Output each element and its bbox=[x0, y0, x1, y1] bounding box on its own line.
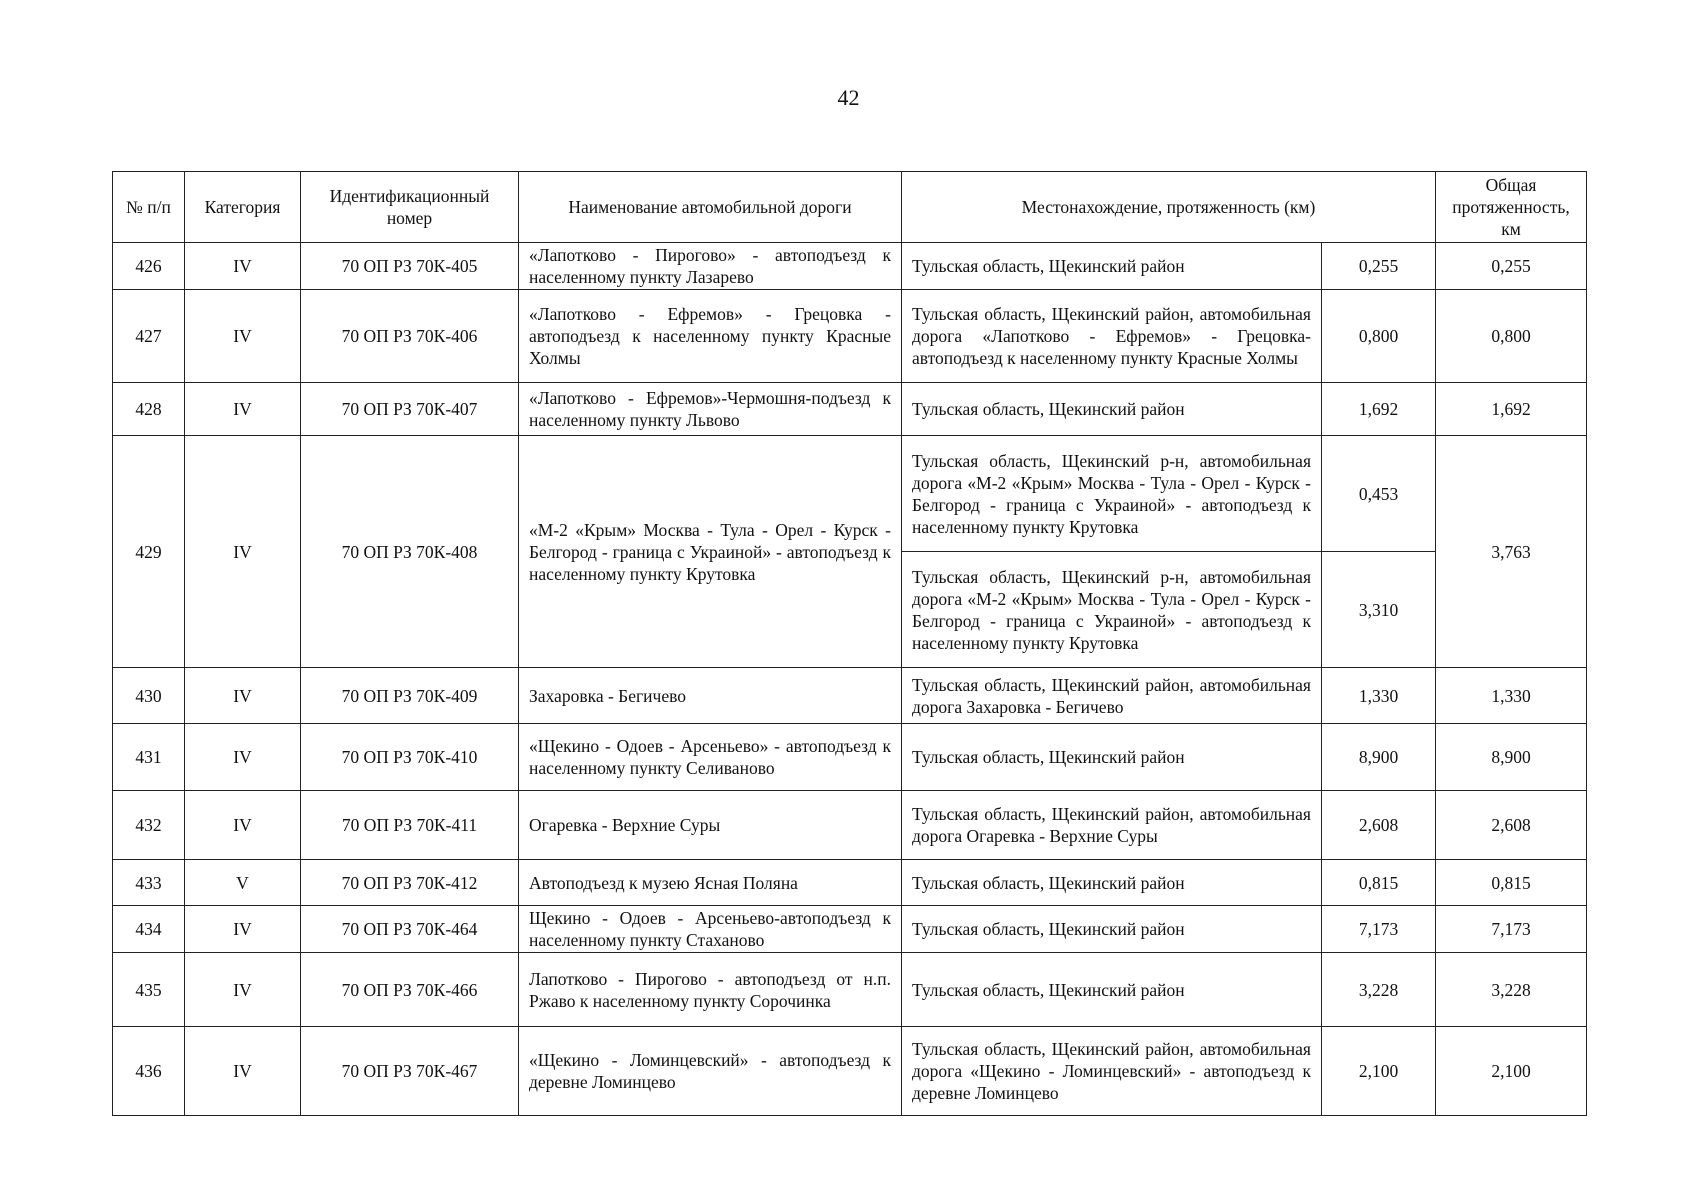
table-row bbox=[113, 290, 1587, 383]
table-row bbox=[113, 860, 1587, 906]
row-total: 0,815 bbox=[1436, 860, 1587, 906]
row-location: Тульская область, Щекинский район bbox=[902, 243, 1322, 290]
row-category: IV bbox=[185, 953, 301, 1027]
row-name: «Щекино - Ломинцевский» - автоподъезд к деревне Ломинцево bbox=[519, 1027, 902, 1116]
row-number: 428 bbox=[113, 383, 185, 436]
row-number: 436 bbox=[113, 1027, 185, 1116]
row-length: 2,100 bbox=[1322, 1027, 1436, 1116]
row-length: 0,255 bbox=[1322, 243, 1436, 290]
header-total: Общая протяженность, км bbox=[1436, 172, 1587, 243]
row-total: 7,173 bbox=[1436, 906, 1587, 953]
row-number: 430 bbox=[113, 668, 185, 724]
row-category: IV bbox=[185, 668, 301, 724]
row-location: Тульская область, Щекинский район bbox=[902, 860, 1322, 906]
row-number: 435 bbox=[113, 953, 185, 1027]
row-total: 3,228 bbox=[1436, 953, 1587, 1027]
table-row bbox=[113, 243, 1587, 290]
row-id: 70 ОП РЗ 70К-467 bbox=[301, 1027, 519, 1116]
row-number: 427 bbox=[113, 290, 185, 383]
row-location: Тульская область, Щекинский район bbox=[902, 383, 1322, 436]
row-number: 431 bbox=[113, 724, 185, 791]
table-row bbox=[113, 906, 1587, 953]
row-category: IV bbox=[185, 436, 301, 668]
row-total: 1,692 bbox=[1436, 383, 1587, 436]
row-length: 0,453 bbox=[1322, 436, 1436, 552]
row-location: Тульская область, Щекинский район, автомобильная дорога Захаровка - Бегичево bbox=[902, 668, 1322, 724]
row-id: 70 ОП РЗ 70К-409 bbox=[301, 668, 519, 724]
row-length: 1,692 bbox=[1322, 383, 1436, 436]
table-row bbox=[113, 436, 1587, 552]
row-length: 3,228 bbox=[1322, 953, 1436, 1027]
roads-table bbox=[112, 171, 1587, 1116]
row-name: «Лапотково - Ефремов» - Грецовка - автоподъезд к населенному пункту Красные Холмы bbox=[519, 290, 902, 383]
row-length: 2,608 bbox=[1322, 791, 1436, 860]
row-name: Щекино - Одоев - Арсеньево-автоподъезд к населенному пункту Стаханово bbox=[519, 906, 902, 953]
row-name: «М-2 «Крым» Москва - Тула - Орел - Курск - Белгород - граница с Украиной» - автоподъезд к населенному пункту Крутовка bbox=[519, 436, 902, 668]
table-row bbox=[113, 953, 1587, 1027]
row-category: V bbox=[185, 860, 301, 906]
row-category: IV bbox=[185, 791, 301, 860]
table-row bbox=[113, 791, 1587, 860]
row-category: IV bbox=[185, 1027, 301, 1116]
row-name: Огаревка - Верхние Суры bbox=[519, 791, 902, 860]
row-id: 70 ОП РЗ 70К-412 bbox=[301, 860, 519, 906]
row-id: 70 ОП РЗ 70К-405 bbox=[301, 243, 519, 290]
row-id: 70 ОП РЗ 70К-406 bbox=[301, 290, 519, 383]
row-length: 0,815 bbox=[1322, 860, 1436, 906]
row-id: 70 ОП РЗ 70К-410 bbox=[301, 724, 519, 791]
table-body bbox=[113, 243, 1587, 1116]
table-row bbox=[113, 383, 1587, 436]
row-location: Тульская область, Щекинский район, автомобильная дорога «Лапотково - Ефремов» - Грецовка-автоподъезд к населенному пункту Красные Холмы bbox=[902, 290, 1322, 383]
row-location: Тульская область, Щекинский район, автомобильная дорога Огаревка - Верхние Суры bbox=[902, 791, 1322, 860]
row-number: 426 bbox=[113, 243, 185, 290]
header-id: Идентификационный номер bbox=[301, 172, 519, 243]
row-total: 1,330 bbox=[1436, 668, 1587, 724]
row-location: Тульская область, Щекинский р-н, автомобильная дорога «М-2 «Крым» Москва - Тула - Орел - Курск - Белгород - граница с Украиной» - автоподъезд к населенному пункту Крутовка bbox=[902, 552, 1322, 668]
row-category: IV bbox=[185, 290, 301, 383]
table-row bbox=[113, 668, 1587, 724]
row-number: 434 bbox=[113, 906, 185, 953]
row-id: 70 ОП РЗ 70К-407 bbox=[301, 383, 519, 436]
row-total: 8,900 bbox=[1436, 724, 1587, 791]
row-id: 70 ОП РЗ 70К-466 bbox=[301, 953, 519, 1027]
row-length: 0,800 bbox=[1322, 290, 1436, 383]
row-length: 3,310 bbox=[1322, 552, 1436, 668]
row-number: 432 bbox=[113, 791, 185, 860]
row-category: IV bbox=[185, 906, 301, 953]
row-location: Тульская область, Щекинский район bbox=[902, 906, 1322, 953]
row-name: Лапотково - Пирогово - автоподъезд от н.п. Ржаво к населенному пункту Сорочинка bbox=[519, 953, 902, 1027]
row-length: 7,173 bbox=[1322, 906, 1436, 953]
header-num: № п/п bbox=[113, 172, 185, 243]
header-name: Наименование автомобильной дороги bbox=[519, 172, 902, 243]
row-id: 70 ОП РЗ 70К-411 bbox=[301, 791, 519, 860]
row-location: Тульская область, Щекинский район bbox=[902, 953, 1322, 1027]
row-id: 70 ОП РЗ 70К-464 bbox=[301, 906, 519, 953]
page-number: 42 bbox=[837, 85, 860, 110]
row-length: 1,330 bbox=[1322, 668, 1436, 724]
row-category: IV bbox=[185, 383, 301, 436]
row-location: Тульская область, Щекинский район, автомобильная дорога «Щекино - Ломинцевский» - автоподъезд к деревне Ломинцево bbox=[902, 1027, 1322, 1116]
row-length: 8,900 bbox=[1322, 724, 1436, 791]
row-total: 2,608 bbox=[1436, 791, 1587, 860]
row-name: «Щекино - Одоев - Арсеньево» - автоподъезд к населенному пункту Селиваново bbox=[519, 724, 902, 791]
row-category: IV bbox=[185, 724, 301, 791]
row-number: 429 bbox=[113, 436, 185, 668]
row-name: Захаровка - Бегичево bbox=[519, 668, 902, 724]
row-name: «Лапотково - Пирогово» - автоподъезд к населенному пункту Лазарево bbox=[519, 243, 902, 290]
row-total: 0,800 bbox=[1436, 290, 1587, 383]
table-header-row bbox=[113, 172, 1587, 243]
header-location: Местонахождение, протяженность (км) bbox=[902, 172, 1436, 243]
table-row bbox=[113, 1027, 1587, 1116]
row-id: 70 ОП РЗ 70К-408 bbox=[301, 436, 519, 668]
header-category: Категория bbox=[185, 172, 301, 243]
row-location: Тульская область, Щекинский район bbox=[902, 724, 1322, 791]
row-name: «Лапотково - Ефремов»-Чермошня-подъезд к населенному пункту Львово bbox=[519, 383, 902, 436]
row-number: 433 bbox=[113, 860, 185, 906]
row-name: Автоподъезд к музею Ясная Поляна bbox=[519, 860, 902, 906]
row-location: Тульская область, Щекинский р-н, автомобильная дорога «М-2 «Крым» Москва - Тула - Орел - Курск - Белгород - граница с Украиной» - автоподъезд к населенному пункту Крутовка bbox=[902, 436, 1322, 552]
row-total: 0,255 bbox=[1436, 243, 1587, 290]
row-total: 2,100 bbox=[1436, 1027, 1587, 1116]
row-total: 3,763 bbox=[1436, 436, 1587, 668]
table-row bbox=[113, 724, 1587, 791]
row-category: IV bbox=[185, 243, 301, 290]
